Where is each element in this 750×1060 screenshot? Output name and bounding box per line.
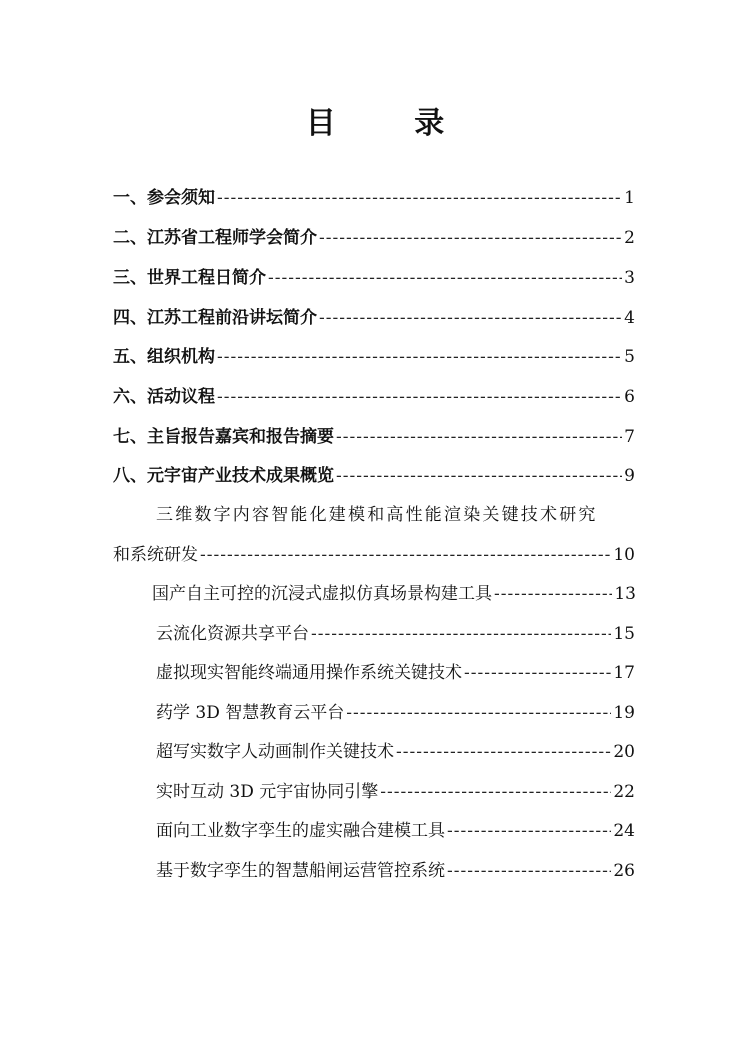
dot-leader	[311, 622, 611, 646]
toc-label: 国产自主可控的沉浸式虚拟仿真场景构建工具	[152, 584, 492, 604]
toc-label: 面向工业数字孪生的虚实融合建模工具	[156, 821, 445, 841]
toc-label: 药学 3D 智慧教育云平台	[156, 703, 345, 723]
dot-leader	[268, 266, 622, 290]
toc-sub-entry-8[interactable]	[156, 859, 635, 883]
toc-page-number: 20	[613, 742, 635, 762]
toc-label: 五、组织机构	[113, 347, 215, 367]
toc-label: 六、活动议程	[113, 387, 215, 407]
toc-label: 虚拟现实智能终端通用操作系统关键技术	[156, 663, 462, 683]
dot-leader	[447, 859, 611, 883]
toc-label: 超写实数字人动画制作关键技术	[156, 742, 394, 762]
toc-entry-5[interactable]	[113, 345, 635, 369]
toc-sub-entry-2[interactable]	[156, 622, 635, 646]
toc-page-number: 6	[624, 387, 635, 407]
dot-leader	[464, 661, 611, 685]
toc-page-number: 3	[624, 268, 635, 288]
toc-page-number: 17	[613, 663, 635, 683]
dot-leader	[217, 186, 622, 210]
toc-page-number: 5	[624, 347, 635, 367]
toc-page-number: 7	[624, 427, 635, 447]
dot-leader	[346, 701, 611, 725]
dot-leader	[200, 543, 611, 567]
toc-page-number: 22	[613, 782, 635, 802]
toc-entry-6[interactable]	[113, 385, 635, 409]
toc-sub-entry-wrapped-line1[interactable]: 三维数字内容智能化建模和高性能渲染关键技术研究	[156, 505, 598, 525]
dot-leader	[336, 425, 622, 449]
toc-sub-entry-wrapped-line2[interactable]	[113, 543, 635, 567]
toc-label: 七、主旨报告嘉宾和报告摘要	[113, 427, 334, 447]
toc-label: 实时互动 3D 元宇宙协同引擎	[156, 782, 379, 802]
dot-leader	[396, 740, 611, 764]
toc-label: 云流化资源共享平台	[156, 624, 309, 644]
toc-page-number: 4	[624, 308, 635, 328]
toc-entry-1[interactable]	[113, 186, 635, 210]
toc-page-number: 9	[624, 466, 635, 486]
dot-leader	[494, 582, 612, 606]
toc-label: 和系统研发	[113, 545, 198, 565]
toc-page-number: 13	[614, 584, 636, 604]
toc-page-number: 24	[613, 821, 635, 841]
dot-leader	[319, 226, 622, 250]
toc-sub-entry-3[interactable]	[156, 661, 635, 685]
dot-leader	[336, 464, 622, 488]
toc-page-number: 10	[613, 545, 635, 565]
toc-sub-entry-1[interactable]	[152, 582, 636, 606]
dot-leader	[380, 780, 611, 804]
dot-leader	[217, 345, 622, 369]
toc-page-number: 19	[613, 703, 635, 723]
toc-page-number: 1	[624, 188, 635, 208]
toc-label: 二、江苏省工程师学会简介	[113, 228, 317, 248]
toc-sub-entry-7[interactable]	[156, 819, 635, 843]
toc-entry-3[interactable]	[113, 266, 635, 290]
toc-label: 一、参会须知	[113, 188, 215, 208]
toc-entry-2[interactable]	[113, 226, 635, 250]
toc-sub-entry-5[interactable]	[156, 740, 635, 764]
dot-leader	[319, 306, 622, 330]
toc-label: 三、世界工程日简介	[113, 268, 266, 288]
toc-label: 四、江苏工程前沿讲坛简介	[113, 308, 317, 328]
toc-page-number: 26	[613, 861, 635, 881]
toc-page-number: 15	[613, 624, 635, 644]
toc-entry-4[interactable]	[113, 306, 635, 330]
dot-leader	[217, 385, 622, 409]
toc-sub-entry-4[interactable]	[156, 701, 635, 725]
toc-label: 基于数字孪生的智慧船闸运营管控系统	[156, 861, 445, 881]
toc-label: 八、元宇宙产业技术成果概览	[113, 466, 334, 486]
toc-entry-8[interactable]	[113, 464, 635, 488]
toc-page-number: 2	[624, 228, 635, 248]
toc-entry-7[interactable]	[113, 425, 635, 449]
dot-leader	[447, 819, 611, 843]
toc-sub-entry-6[interactable]	[156, 780, 635, 804]
page-title: 目 录	[305, 106, 479, 141]
